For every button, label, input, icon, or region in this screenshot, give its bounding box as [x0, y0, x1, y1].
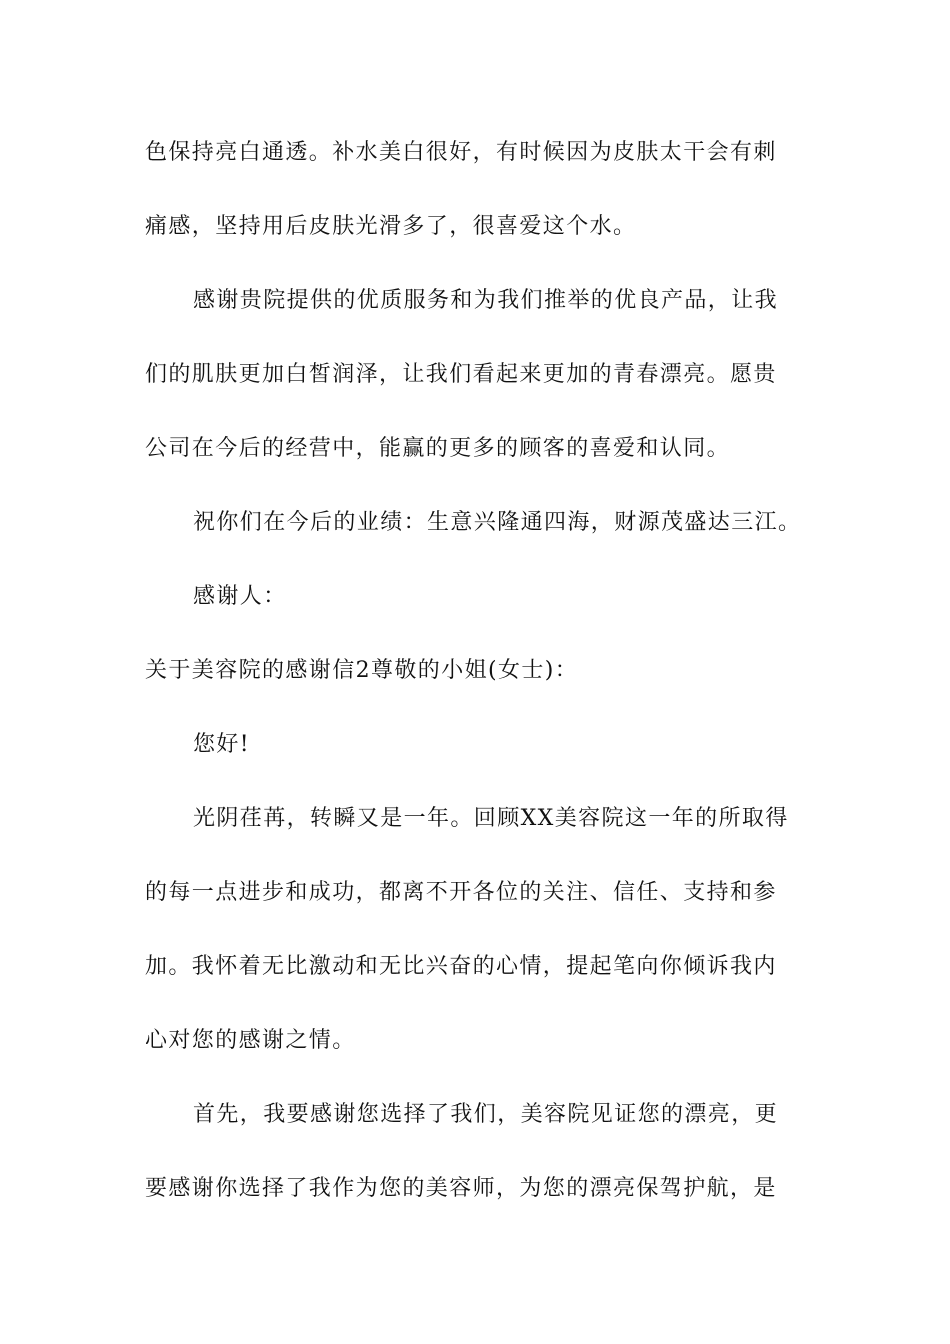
text-line: 首先，我要感谢您选择了我们，美容院见证您的漂亮，更	[193, 1102, 779, 1127]
text-line: 您好!	[193, 732, 251, 757]
text-line: 心对您的感谢之情。	[145, 1028, 356, 1053]
text-line: 祝你们在今后的业绩：生意兴隆通四海，财源茂盛达三江。	[193, 510, 802, 535]
text-line: 加。我怀着无比激动和无比兴奋的心情，提起笔向你倾诉我内	[145, 954, 777, 979]
text-line: 痛感，坚持用后皮肤光滑多了，很喜爱这个水。	[145, 214, 637, 239]
section-heading: 关于美容院的感谢信2尊敬的小姐(女士)：	[145, 658, 579, 683]
text-line: 们的肌肤更加白皙润泽，让我们看起来更加的青春漂亮。愿贵	[145, 362, 777, 387]
text-line: 感谢贵院提供的优质服务和为我们推举的优良产品，让我	[193, 288, 779, 313]
text-line: 光阴荏苒，转瞬又是一年。回顾XX美容院这一年的所取得	[193, 806, 789, 831]
text-line: 公司在今后的经营中，能赢的更多的顾客的喜爱和认同。	[145, 436, 731, 461]
text-line: 的每一点进步和成功，都离不开各位的关注、信任、支持和参	[145, 880, 777, 905]
text-line: 要感谢你选择了我作为您的美容师，为您的漂亮保驾护航，是	[145, 1176, 777, 1201]
text-line: 感谢人：	[193, 584, 287, 609]
text-line: 色保持亮白通透。补水美白很好，有时候因为皮肤太干会有刺	[145, 140, 777, 165]
